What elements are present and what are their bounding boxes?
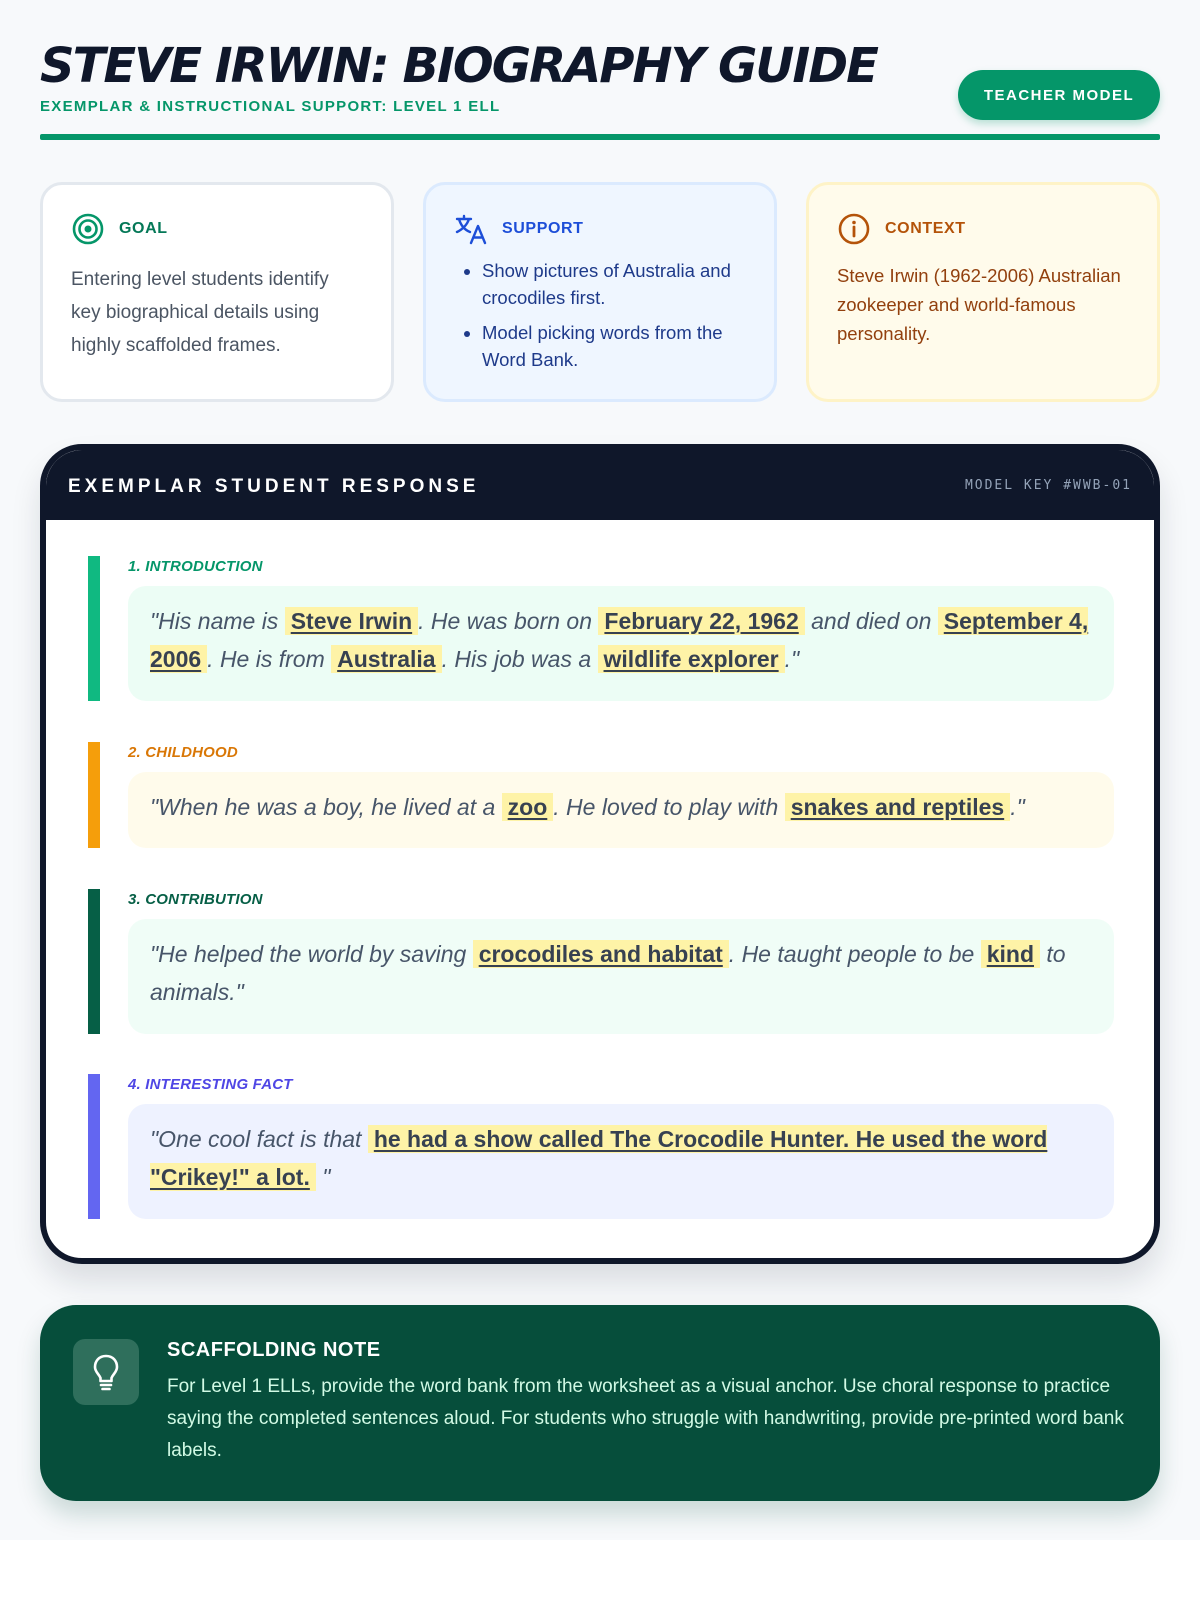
sentence-frame-text: and died on: [804, 608, 938, 634]
sentence-frame-text: to animals.": [150, 941, 1066, 1005]
lightbulb-icon-badge: [73, 1339, 139, 1405]
sentence-frame-text: "He helped the world by saving: [150, 941, 473, 967]
section-response: [128, 1104, 1114, 1219]
context-label: CONTEXT: [885, 220, 966, 237]
section-label: 1. INTRODUCTION: [128, 558, 263, 575]
goal-card: [40, 182, 394, 402]
page-title: STEVE IRWIN: BIOGRAPHY GUIDE: [40, 38, 877, 94]
answer-fill: February 22, 1962: [598, 607, 804, 635]
note-text: For Level 1 ELLs, provide the word bank from the worksheet as a visual anchor. Use choral response to practice saying the completed sentences aloud. For students who struggle with handwriting, provide pre-printed word bank labels.: [167, 1376, 1124, 1461]
model-key: MODEL KEY #WWB-01: [964, 478, 1132, 493]
answer-fill: crocodiles and habitat: [473, 940, 729, 968]
sentence-frame-text: . He is from: [207, 646, 332, 672]
exemplar-header: [46, 450, 1154, 520]
sentence-frame-text: ": [315, 1164, 331, 1190]
context-text: Steve Irwin (1962-2006) Australian zookeeper and world-famous personality.: [837, 265, 1121, 344]
section-label: 2. CHILDHOOD: [128, 744, 238, 761]
info-icon: [837, 212, 871, 246]
section-introduction: [88, 556, 1098, 701]
section-childhood: [88, 742, 1098, 848]
exemplar-title: EXEMPLAR STUDENT RESPONSE: [68, 476, 480, 497]
context-card: [806, 182, 1160, 402]
section-contribution: [88, 889, 1098, 1034]
exemplar-panel: [40, 444, 1160, 1264]
support-list: [454, 257, 746, 373]
sentence-frame-text: . He was born on: [418, 608, 599, 634]
section-interesting-fact: [88, 1074, 1098, 1219]
section-accent-bar: [88, 556, 100, 701]
lightbulb-icon: [73, 1339, 139, 1405]
section-label: 3. CONTRIBUTION: [128, 891, 263, 908]
answer-fill: Steve Irwin: [285, 607, 418, 635]
support-label: SUPPORT: [502, 220, 584, 237]
support-item: • Model picking words from the Word Bank.: [482, 319, 746, 373]
sentence-frame-text: .": [1010, 794, 1025, 820]
answer-fill: zoo: [502, 793, 554, 821]
answer-fill: Australia: [331, 645, 441, 673]
support-card: [423, 182, 777, 402]
section-response: [128, 772, 1114, 848]
target-icon: [71, 212, 105, 246]
answer-fill: September 4, 2006: [150, 608, 1089, 672]
sentence-frame-text: . His job was a: [441, 646, 598, 672]
sentence-frame-text: . He taught people to be: [728, 941, 981, 967]
answer-fill: kind: [981, 940, 1040, 968]
sentence-frame-text: "One cool fact is that: [150, 1126, 368, 1152]
goal-text: Entering level students identify key biographical details using highly scaffolded frames.: [71, 269, 329, 356]
header-divider: [40, 134, 1160, 140]
sentence-frame-text: . He loved to play with: [553, 794, 785, 820]
section-accent-bar: [88, 742, 100, 848]
section-accent-bar: [88, 889, 100, 1034]
sentence-frame-text: "When he was a boy, he lived at a: [150, 794, 502, 820]
translate-icon: [454, 212, 488, 246]
note-title: SCAFFOLDING NOTE: [167, 1339, 381, 1361]
section-response: [128, 586, 1114, 701]
sentence-frame-text: .": [784, 646, 800, 672]
scaffolding-note: [40, 1305, 1160, 1501]
support-item: • Show pictures of Australia and crocodiles first.: [482, 257, 746, 311]
teacher-model-button[interactable]: TEACHER MODEL: [958, 70, 1160, 120]
goal-label: GOAL: [119, 220, 168, 237]
section-label: 4. INTERESTING FACT: [128, 1076, 293, 1093]
page-subtitle: EXEMPLAR & INSTRUCTIONAL SUPPORT: LEVEL 1 ELL: [40, 98, 501, 115]
header: [40, 38, 1160, 140]
sentence-frame-text: "His name is: [150, 608, 285, 634]
answer-fill: snakes and reptiles: [785, 793, 1011, 821]
section-accent-bar: [88, 1074, 100, 1219]
answer-fill: wildlife explorer: [598, 645, 785, 673]
answer-fill: he had a show called The Crocodile Hunter. He used the word "Crikey!" a lot.: [150, 1126, 1048, 1190]
section-response: [128, 919, 1114, 1034]
